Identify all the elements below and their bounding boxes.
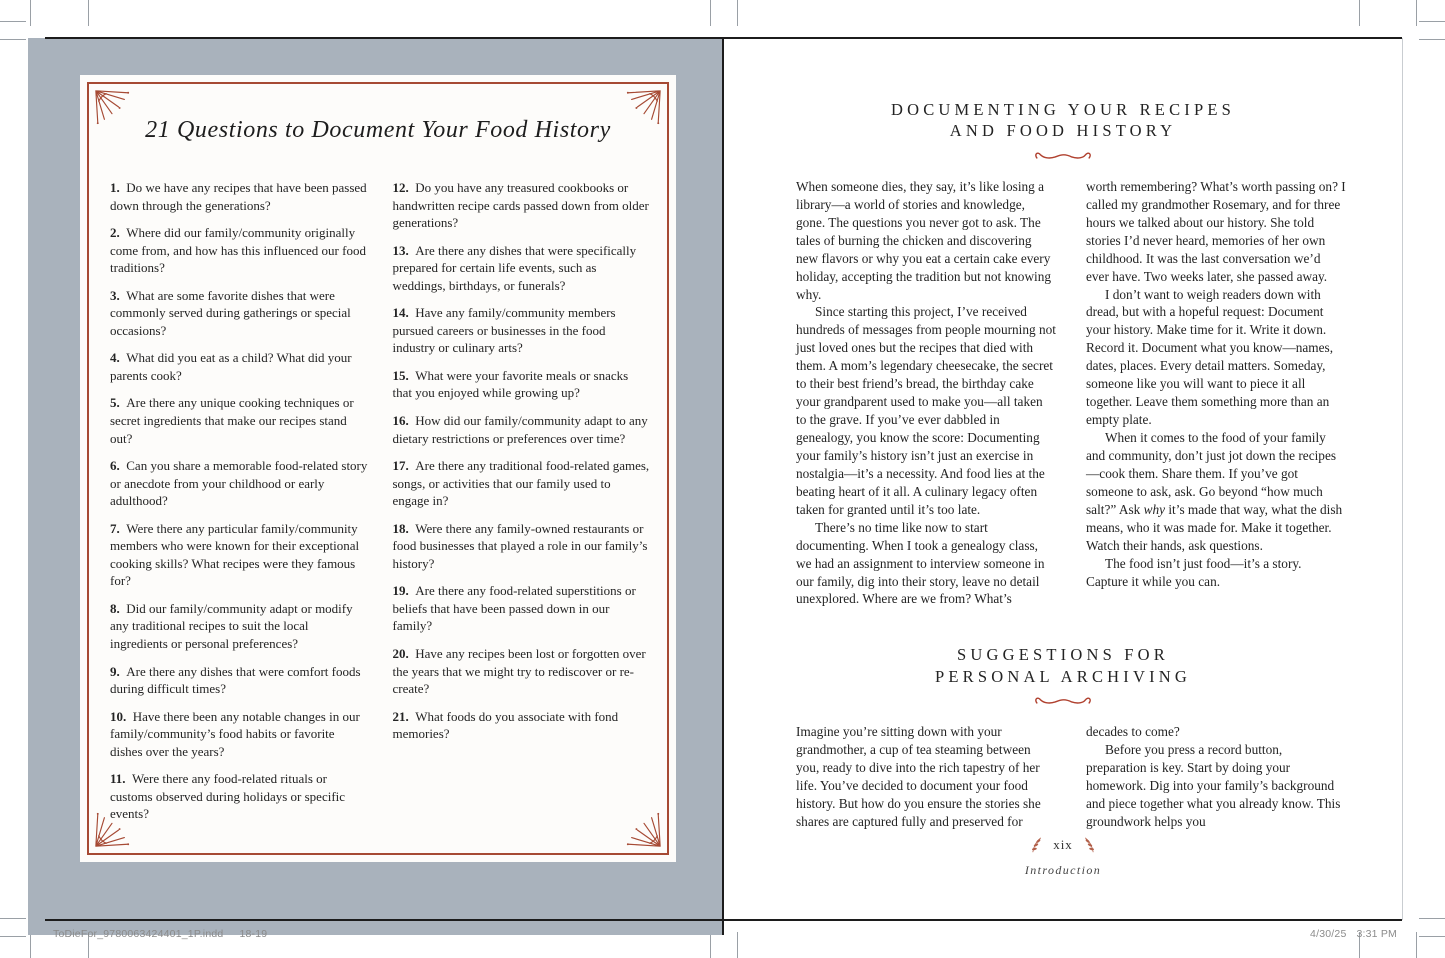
crop-mark [88,0,89,26]
section-heading [744,644,1382,687]
question-item: 8. Did our family/community adapt or modify any traditional recipes to suit the local ingredients or personal preferences? [110,600,353,652]
question-item: 7. Were there any particular family/community members who were known for their exceptional cooking skills? What recipes were they famous for? [110,520,360,589]
question-item: 15. What were your favorite meals or snacks that you enjoyed while growing up? [392,367,629,401]
paragraph: When it comes to the food of your family and community, don’t just jot down the recipes—cook them. Share them. If you’ve got someone to ask, ask. Go beyond “how much salt?” Ask why it’s made that way, what the dish means, who it was made for. Make it together. Watch their hands, ask questions. [1086,430,1343,553]
crop-mark [0,21,26,22]
crop-mark [710,0,711,26]
section-heading-line: DOCUMENTING YOUR RECIPES [890,100,1236,119]
paragraph: worth remembering? What’s worth passing on? I called my grandmother Rosemary, and for three hours we talked about our history. She told stories I’d never heard, memories of her own childhood. It was the last conversation we’d ever have. Two weeks later, she passed away. [1086,178,1346,284]
crop-mark [1359,0,1360,26]
questions-columns [110,179,650,833]
question-item: 9. Are there any dishes that were comfort foods during difficult times? [110,663,361,697]
text-column [796,178,1056,609]
crop-mark [1419,918,1445,919]
question-item: 4. What did you eat as a child? What did your parents cook? [110,350,352,383]
paragraph: decades to come? [1086,724,1180,740]
crop-mark [30,0,31,26]
crop-mark [0,918,26,919]
body-columns [724,723,1402,831]
question-item: 20. Have any recipes been lost or forgotten over the years that we might try to rediscover or re-create? [392,646,646,697]
slug-page-range: 18-19 [239,928,268,940]
question-item: 5. Are there any unique cooking techniques or secret ingredients that make our recipes stand out? [110,395,354,446]
question-item: 12. Do you have any treasured cookbooks or handwritten recipe cards passed down from older generations? [392,180,649,231]
question-item: 10. Have there been any notable changes in our family/community’s food habits or favorite dishes over the years? [110,708,360,759]
paragraph: Since starting this project, I’ve received hundreds of messages from people mourning not just loved ones but the recipes that died with them. A mom’s legendary cheesecake, the secret to their best friend’s bread, the birthday cake your grandparent used to make you—all taken to the grave. If you’ve ever dabbled in genealogy, you know the score: Documenting your family’s history isn’t just an exercise in nostalgia—it’s a necessity. And food lies at the beating heart of it all. A culinary legacy often taken for granted until it’s too late. [796,304,1056,517]
paragraph: Imagine you’re sitting down with your grandmother, a cup of tea steaming between you, ready to dive into the rich tapestry of her life. You’ve decided to document your food history. But how do you ensure the stories she shares are captured fully and preserved for [796,724,1041,829]
text-column [1086,178,1346,609]
paragraph: When someone dies, they say, it’s like losing a library—a world of stories and knowledge, gone. The questions you never got to ask. The tales of burning the chicken and discovering new flavors or why you eat a certain cake every holiday, accepting the tradition but not knowing why. [796,178,1052,302]
right-page [724,39,1402,920]
question-item: 13. Are there any dishes that were specifically prepared for certain life events, such as weddings, birthdays, or funerals? [392,242,637,293]
question-item: 11. Were there any food-related rituals or customs observed during holidays or specific events? [110,771,346,822]
crop-mark [1416,0,1417,26]
slug-date: 4/30/25 [1310,928,1347,940]
question-item: 19. Are there any food-related superstitions or beliefs that have been passed down in our family? [392,583,636,634]
question-item: 3. What are some favorite dishes that were commonly served during gatherings or special occasions? [110,287,351,338]
slug-file-text: ToDieFor_9780063424401_1P.indd [53,928,224,940]
page-number: xix [1053,837,1073,852]
page-edge-line [1402,38,1403,920]
question-item: 21. What foods do you associate with fond memories? [392,708,619,742]
questions-title: 21 Questions to Document Your Food History [145,117,611,143]
text-column [796,723,1056,831]
crop-mark [737,0,738,26]
slug-time: 3:31 PM [1356,928,1397,940]
questions-panel [80,75,676,862]
body-columns [724,178,1402,609]
section-suggestions [724,644,1402,831]
crop-mark [30,932,31,958]
laurel-branch-icon [1082,836,1098,854]
page-footer [724,836,1402,878]
slug-filename [53,928,267,940]
section-heading [744,99,1382,142]
paragraph: There’s no time like now to start documenting. When I took a genealogy class, we had an assignment to interview someone in our family, dig into their story, leave no detail unexplored. Where are we from? What’s [796,519,1045,607]
section-heading-line: PERSONAL ARCHIVING [934,666,1192,686]
question-item: 6. Can you share a memorable food-related story or anecdote from your childhood or early adulthood? [110,458,368,509]
question-item: 1. Do we have any recipes that have been passed down through the generations? [110,180,367,213]
section-documenting [724,99,1402,608]
questions-column [393,179,651,833]
crop-mark [1419,936,1445,937]
crop-mark [737,932,738,958]
slug-timestamp [1310,928,1397,940]
paragraph: The food isn’t just food—it’s a story. Capture it while you can. [1086,555,1302,589]
squiggle-flourish-icon [1032,694,1094,708]
question-item: 16. How did our family/community adapt to any dietary restrictions or preferences over time? [392,413,648,446]
section-heading-line: AND FOOD HISTORY [949,121,1177,141]
crop-mark [1419,39,1445,40]
paragraph: I don’t want to weigh readers down with dread, but with a hopeful request: Document your history. Make time for it. Write it down. Record it. Document what you know—names, dates, places. Every detail matters. Someday, someone like you will want to piece it all together. Leave them something more than an empty plate. [1086,286,1334,428]
question-item: 14. Have any family/community members pursued careers or businesses in the food industry or culinary arts? [392,305,616,356]
paragraph: Before you press a record button, preparation is key. Start by doing your homework. Dig into your family’s background and piece together what you already know. This groundwork helps you [1086,742,1341,829]
spread-divider-line [722,37,724,935]
crop-mark [710,932,711,958]
question-item: 18. Were there any family-owned restaurants or food businesses that played a role in our family’s history? [392,520,648,571]
text-column [1086,723,1346,831]
section-heading-line: SUGGESTIONS FOR [957,645,1169,665]
crop-mark [0,936,26,937]
questions-column [110,179,368,833]
crop-mark [0,39,26,40]
crop-mark [1416,932,1417,958]
laurel-branch-icon [1028,836,1044,854]
crop-mark [1419,21,1445,22]
question-item: 17. Are there any traditional food-related games, songs, or activities that our family used to engage in? [392,458,650,509]
squiggle-flourish-icon [1032,149,1094,163]
section-label: Introduction [1024,863,1102,877]
question-item: 2. Where did our family/community originally come from, and how has this influenced our food traditions? [110,225,366,276]
